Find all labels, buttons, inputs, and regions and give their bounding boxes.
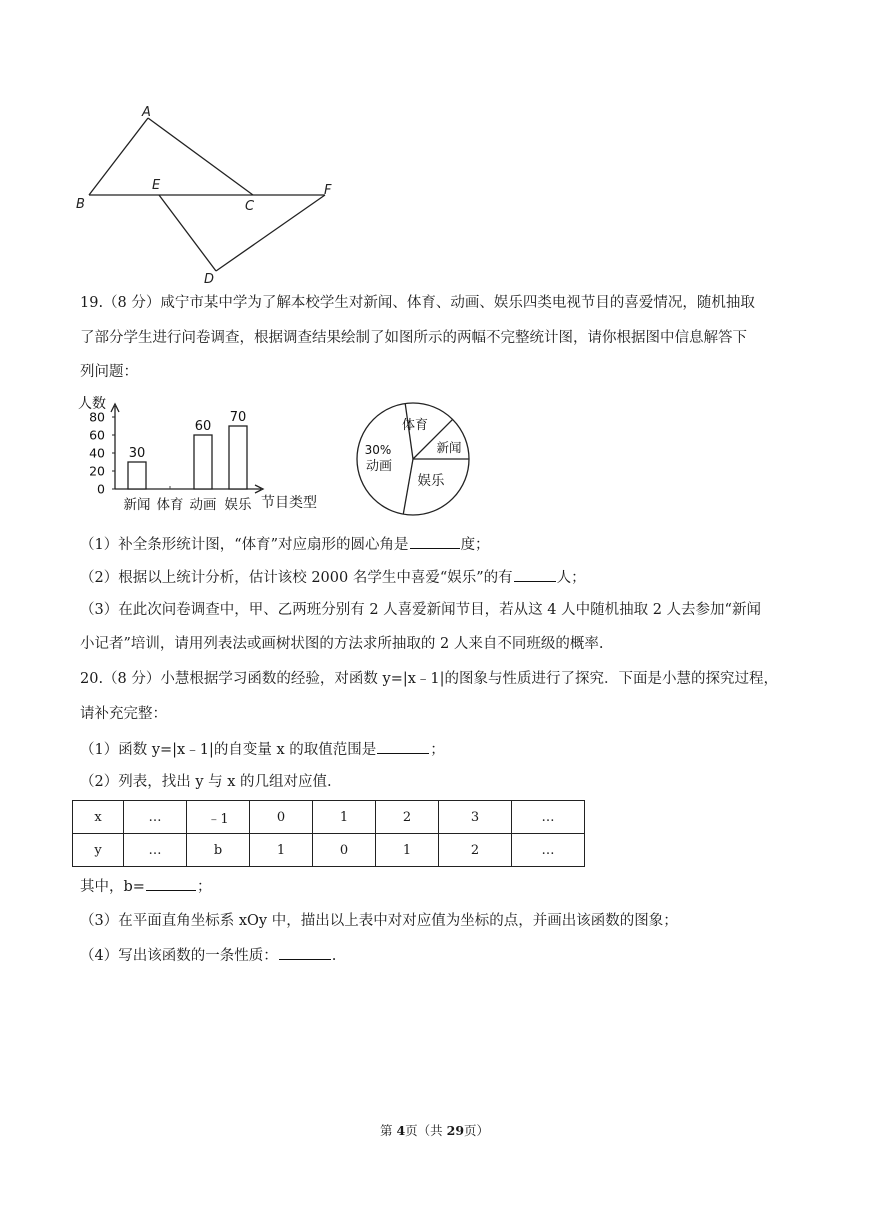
- table-cell: y: [73, 834, 124, 867]
- segment-df: [216, 195, 325, 271]
- category-label: 娱乐: [224, 497, 252, 513]
- segment-ac: [148, 118, 253, 195]
- q20-sub3: （3）在平面直角坐标系 xOy 中，描出以上表中对对应值为坐标的点，并画出该函数的图象；: [80, 913, 678, 929]
- q20-sub1-end: ；: [430, 742, 445, 758]
- point-label-f: F: [324, 183, 332, 198]
- pie-chart: [355, 398, 480, 523]
- y-tick-label: 40: [89, 445, 105, 461]
- point-label-c: C: [245, 199, 255, 214]
- table-row-y: [73, 834, 585, 867]
- point-label-b: B: [76, 197, 85, 212]
- answer-blank[interactable]: [410, 534, 460, 549]
- q20-intro-line-1: 20.（8 分）小慧根据学习函数的经验，对函数 y=|x﹣1|的图象与性质进行了探究．下面是小慧的探究过程，: [80, 671, 779, 687]
- q19-sub1: [80, 534, 490, 555]
- q19-sub3-line-1: （3）在此次问卷调查中，甲、乙两班分别有 2 人喜爱新闻节目，若从这 4 人中随机抽取 2 人去参加“新闻: [80, 602, 761, 618]
- table-cell: 1: [250, 834, 313, 867]
- category-label: 动画: [189, 497, 217, 513]
- geometry-figure: [70, 100, 350, 285]
- page-footer: [0, 1121, 869, 1139]
- y-tick-label: 0: [97, 481, 105, 497]
- footer-total-pages: 29: [446, 1123, 465, 1138]
- q20-sub4: [80, 945, 336, 966]
- bar: [229, 426, 247, 489]
- bar: [128, 462, 146, 489]
- y-tick-label: 20: [89, 463, 105, 479]
- bar: [194, 435, 212, 489]
- table-cell: 1: [313, 801, 376, 834]
- slice-label-news: 新闻: [436, 440, 462, 455]
- bar-value-label: 70: [229, 410, 247, 425]
- category-label: 体育: [156, 497, 184, 513]
- point-label-d: D: [204, 272, 215, 285]
- footer-suffix: 页）: [464, 1123, 490, 1138]
- y-tick-label: 80: [89, 409, 105, 425]
- footer-prefix: 第: [379, 1123, 397, 1138]
- slice-percent-label: 30%: [364, 443, 392, 457]
- table-cell: 1: [376, 834, 439, 867]
- q19-sub2-unit: 人；: [556, 570, 586, 586]
- q19-sub3-line-2: 小记者”培训，请用列表法或画树状图的方法求所抽取的 2 人来自不同班级的概率.: [80, 636, 604, 652]
- q20-sub4-end: .: [331, 948, 337, 964]
- q20-sub1: [80, 739, 445, 760]
- q20-where-b: [80, 876, 211, 897]
- answer-blank[interactable]: [279, 945, 331, 960]
- q20-sub2: （2）列表，找出 y 与 x 的几组对应值.: [80, 774, 332, 790]
- table-cell: …: [124, 834, 187, 867]
- table-cell: …: [512, 834, 585, 867]
- slice-label-entertainment: 娱乐: [417, 473, 445, 489]
- footer-middle: 页（共: [405, 1123, 447, 1138]
- q19-sub2: [80, 567, 586, 588]
- table-cell: 3: [439, 801, 512, 834]
- bar-value-label: 30: [128, 446, 146, 461]
- table-cell: 2: [376, 801, 439, 834]
- footer-page-number: 4: [396, 1123, 406, 1138]
- segment-ab: [89, 118, 148, 195]
- q19-sub1-text: （1）补全条形统计图，“体育”对应扇形的圆心角是: [80, 537, 409, 553]
- table-cell: 0: [313, 834, 376, 867]
- table-cell: 0: [250, 801, 313, 834]
- q20-where-text: 其中，b=: [80, 879, 145, 895]
- answer-blank[interactable]: [514, 567, 556, 582]
- table-cell: 2: [439, 834, 512, 867]
- slice-label-animation: 动画: [365, 459, 393, 474]
- q20-intro-line-2: 请补充完整：: [80, 706, 167, 722]
- table-cell: ﹣1: [187, 801, 250, 834]
- q20-sub4-text: （4）写出该函数的一条性质：: [80, 948, 278, 964]
- table-row-x: [73, 801, 585, 834]
- table-cell: x: [73, 801, 124, 834]
- q19-intro-line-1: 19.（8 分）咸宁市某中学为了解本校学生对新闻、体育、动画、娱乐四类电视节目的喜爱情况，随机抽取: [80, 295, 755, 311]
- y-axis-label: 人数: [78, 396, 106, 412]
- point-label-a: A: [142, 105, 151, 120]
- value-table: [72, 800, 585, 867]
- answer-blank[interactable]: [146, 876, 196, 891]
- point-label-e: E: [152, 178, 161, 193]
- q20-where-end: ；: [196, 879, 212, 895]
- y-tick-label: 60: [89, 427, 105, 443]
- x-axis-label: 节目类型: [261, 495, 317, 511]
- table-cell: …: [512, 801, 585, 834]
- slice-label-sports: 体育: [401, 418, 429, 433]
- bar-value-label: 60: [194, 419, 212, 434]
- category-label: 新闻: [123, 497, 151, 513]
- table-cell: …: [124, 801, 187, 834]
- q19-sub1-unit: 度；: [460, 537, 490, 553]
- q19-intro-line-2: 了部分学生进行问卷调查，根据调查结果绘制了如图所示的两幅不完整统计图，请你根据图中信息解答下: [80, 330, 747, 346]
- table-cell: b: [187, 834, 250, 867]
- q20-sub1-text: （1）函数 y=|x﹣1|的自变量 x 的取值范围是: [80, 742, 377, 758]
- q19-sub2-text: （2）根据以上统计分析，估计该校 2000 名学生中喜爱“娱乐”的有: [80, 570, 513, 586]
- bar-chart: [75, 392, 340, 520]
- segment-ed: [159, 195, 216, 271]
- answer-blank[interactable]: [377, 739, 429, 754]
- q19-intro-line-3: 列问题：: [80, 364, 138, 380]
